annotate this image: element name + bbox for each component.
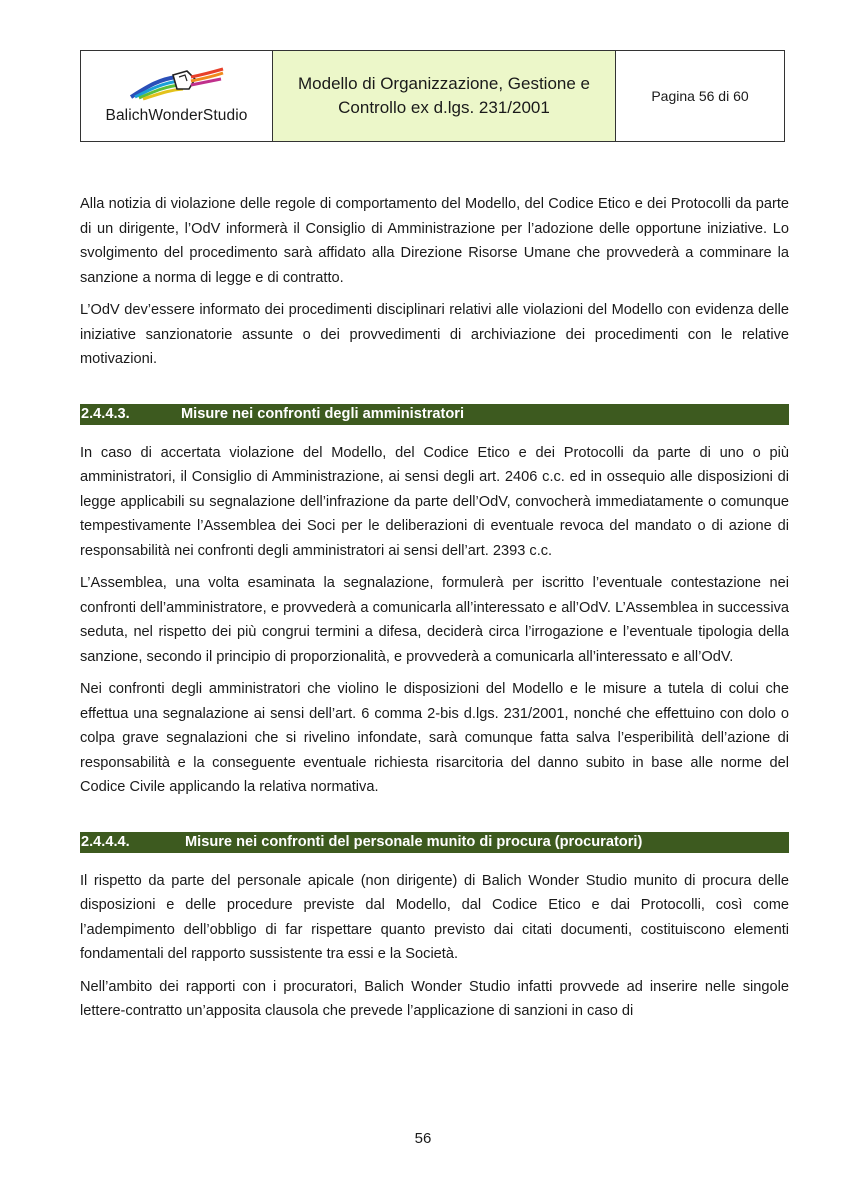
paragraph: Alla notizia di violazione delle regole di comportamento del Modello, del Codice Etico e dei Protocolli da parte di un dirigente, l’OdV informerà il Consiglio di Amministrazione per l’adozione delle opportune iniziative. Lo svolgimento del procedimento sarà affidato alla Direzione Risorse Umane che provvederà a comminare la sanzione a norma di legge e di contratto. (80, 196, 789, 286)
logo-cell (81, 51, 273, 142)
paragraph: L’OdV dev’essere informato dei procedimenti disciplinari relativi alle violazioni del Modello con evidenza delle iniziative sanzionatorie assunte o dei provvedimenti di archiviazione dei procedimenti con le relative motivazioni. (80, 302, 789, 367)
section-heading (80, 832, 789, 853)
section-title: Misure nei confronti del personale munito di procura (procuratori) (185, 833, 643, 850)
section-number: 2.4.4.4. (81, 833, 130, 850)
paragraph: Il rispetto da parte del personale apicale (non dirigente) di Balich Wonder Studio munito di procura delle disposizioni e delle procedure previste dal Modello, dal Codice Etico e dai Protocolli, così come l’adempimento dell’obbligo di far rispettare quanto previsto dai citati documenti, costituiscono elementi fondamentali del rapporto sussistente tra essi e la Società. (80, 872, 789, 962)
page-label: Pagina 56 di 60 (616, 51, 785, 142)
section-title: Misure nei confronti degli amministratori (181, 405, 464, 422)
footer-page-number: 56 (414, 1130, 432, 1147)
paragraph: L’Assemblea, una volta esaminata la segnalazione, formulerà per iscritto l’eventuale contestazione nei confronti dell’amministratore, e provvederà a comunicarla all’interessato e all’OdV. L’Assemblea in successiva seduta, nel rispetto dei più congrui termini a difesa, deciderà circa l’irrogazione e l’eventuale tipologia della sanzione, secondo il principio di proporzionalità, e provvederà a comunicarla all’interessato e all’OdV. (80, 575, 789, 665)
brand-logo-icon (129, 67, 225, 101)
document-title-cell (273, 51, 616, 142)
section-heading (80, 404, 789, 425)
document-title-line1: Modello di Organizzazione, Gestione e (298, 74, 590, 93)
paragraph: Nell’ambito dei rapporti con i procuratori, Balich Wonder Studio infatti provvede ad inserire nelle singole lettere-contratto un’apposita clausola che prevede l’applicazione di sanzioni in caso di (80, 978, 789, 1019)
brand-name: BalichWonderStudio (105, 107, 248, 124)
section-number: 2.4.4.3. (81, 405, 130, 422)
document-header (80, 50, 785, 142)
paragraph: In caso di accertata violazione del Modello, del Codice Etico e dei Protocolli da parte di uno o più amministratori, il Consiglio di Amministrazione, ai sensi degli art. 2406 c.c. ed in ossequio alle disposizioni di legge applicabili su segnalazione dell’infrazione da parte dell’OdV, convocherà immediatamente o comunque tempestivamente l’Assemblea dei Soci per le deliberazioni di eventuale revoca del mandato o di azione di responsabilità nei confronti degli amministratori ai sensi dell’art. 2393 c.c. (80, 444, 789, 559)
document-body (80, 192, 789, 1032)
document-title-line2: Controllo ex d.lgs. 231/2001 (338, 98, 550, 117)
paragraph: Nei confronti degli amministratori che violino le disposizioni del Modello e le misure a tutela di colui che effettua una segnalazione ai sensi dell’art. 6 comma 2-bis d.lgs. 231/2001, nonché che effettuino con dolo o colpa grave segnalazioni che si rivelino infondate, sarà comunque fatta salva l’esperibilità dell’azione di responsabilità e la conseguente eventuale richiesta risarcitoria del danno subito in base alle norme del Codice Civile applicando la relativa normativa. (80, 681, 789, 795)
